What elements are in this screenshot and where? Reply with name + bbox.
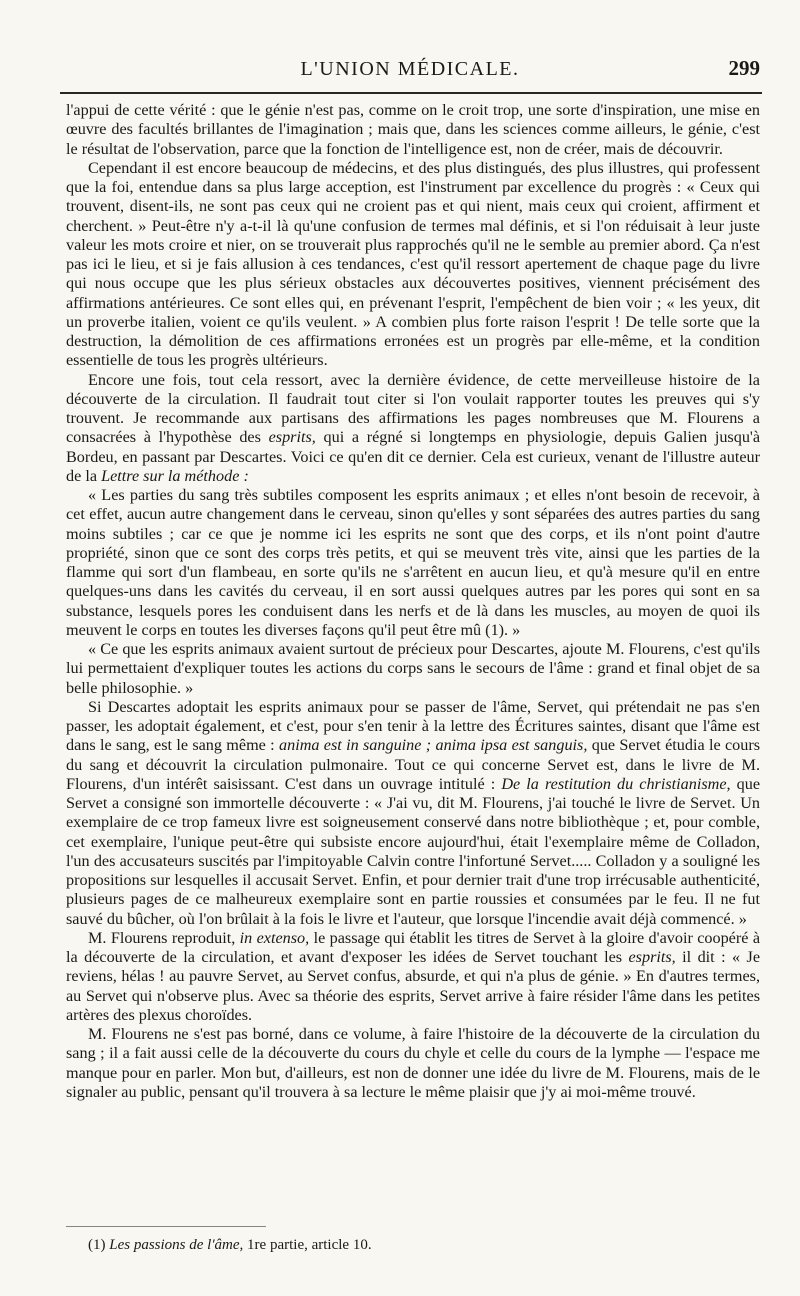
paragraph-7-text-c: il dit : « Je reviens, hélas ! au pauvre Servet, au Servet confus, absurde, et qui n'a plus de génie. » En d'autres termes, au Servet qui n'observe plus. Avec sa théorie des esprits, Servet arrive à faire résider l'âme dans les petites artères des plexus choroïdes. [66, 948, 760, 1024]
paragraph-6 [66, 698, 760, 929]
paragraph-7-text-b: le passage qui établit les titres de Servet à la gloire d'avoir coopéré à la découverte de la circulation, et avant d'exposer les idées de Servet touchant les [66, 928, 761, 966]
page-header [60, 52, 760, 86]
paragraph-6-text-a: Si Descartes adoptait les esprits animaux pour se passer de l'âme, Servet, qui prétendait ne pas s'en passer, les adoptait également, et c'est, pour s'en tenir à la lettre des Écritures saintes, disant que l'âme est dans le sang, est le sang même : [66, 697, 760, 755]
paragraph-7-italic-esprits: esprits, [628, 948, 676, 966]
paragraph-5-quote: « Ce que les esprits animaux avaient surtout de précieux pour Descartes, ajoute M. Flourens, c'est qu'ils lui permettaient d'expliquer toutes les actions du corps sans le secours de l'âme : grand et final objet de sa belle philosophie. » [66, 640, 760, 697]
footnote-rest: 1re partie, article 10. [247, 1237, 372, 1253]
paragraph-3-italic-esprits: esprits, [268, 428, 316, 447]
paragraph-6-italic-title: De la restitution du christianisme, [501, 774, 731, 793]
paragraph-7 [66, 929, 760, 1025]
article-body [66, 101, 760, 1102]
footnote-rule [66, 1226, 266, 1227]
paragraph-3 [66, 371, 760, 487]
header-rule [60, 92, 762, 94]
paragraph-8: M. Flourens ne s'est pas borné, dans ce volume, à faire l'histoire de la découverte de la circulation du sang ; il a fait aussi celle de la découverte du cours du chyle et celle du cours de la lymphe — l'espace me manque pour en parler. Mon but, d'ailleurs, est non de donner une idée du livre de M. Flourens, mais de le signaler au public, pensant qu'il trouvera à sa lecture le même plaisir que j'y ai moi-même trouvé. [66, 1025, 760, 1101]
footnote [88, 1236, 758, 1254]
paragraph-1: l'appui de cette vérité : que le génie n'est pas, comme on le croit trop, une sorte d'inspiration, une mise en œuvre des facultés brillantes de l'imagination ; mais que, dans les sciences comme ailleurs, le génie, c'est le résultat de l'observation, parce que la fonction de l'intelligence est, non de créer, mais de découvrir. [66, 101, 760, 158]
paragraph-3-text-a: Encore une fois, tout cela ressort, avec la dernière évidence, de cette merveilleuse histoire de la découverte de la circulation. Il faudrait tout citer si l'on voulait rapporter toutes les preuves qui s'y trouvent. Je recommande aux partisans des affirmations les pages nombreuses que M. Flourens a consacrées à l'hypothèse des [66, 370, 760, 447]
paragraph-3-text-b: qui a régné si longtemps en physiologie, depuis Galien jusqu'à Bordeu, en passant par Descartes. Voici ce qu'en dit ce dernier. Cela est curieux, venant de l'illustre auteur de la [66, 428, 761, 485]
footnote-marker: (1) [88, 1237, 106, 1253]
page-number: 299 [728, 56, 760, 80]
paragraph-6-text-b: que Servet étudia le cours du sang et découvrit la circulation pulmonaire. Tout ce qui concerne Servet est, dans le livre de M. Flourens, d'un intérêt saisissant. C'est dans un ouvrage intitulé : [66, 736, 761, 793]
paragraph-7-italic-extenso: in extenso, [239, 928, 310, 947]
paragraph-6-italic-latin: anima est in sanguine ; anima ipsa est sanguis, [279, 736, 588, 755]
paragraph-2: Cependant il est encore beaucoup de médecins, et des plus distingués, des plus illustres, qui professent que la foi, entendue dans sa plus large acception, est l'instrument par excellence du progrès : « Ceux qui trouvent, disent-ils, ne sont pas ceux qui ne croient pas et qui nient, mais ceux qui croient, affirment et cherchent. » Peut-être n'y a-t-il là qu'une confusion de termes mal définis, et si l'on réduisait à leur juste valeur les mots croire et nier, on se trouverait plus rapprochés qu'il ne le semble au premier abord. Ça n'est pas ici le lieu, et si je fais allusion à ces tendances, c'est qu'il ressort apertement de chaque page du livre qui nous occupe que les plus sérieux obstacles aux découvertes positives, viennent précisément des affirmations antérieures. Ce sont elles qui, en prévenant l'esprit, l'empêchent de bien voir ; « les yeux, dit un proverbe italien, voient ce qu'ils veulent. » A combien plus forte raison l'esprit ! De telle sorte que la destruction, la démolition de ces affirmations erronées est un progrès par elle-même, et la condition essentielle de tous les progrès ultérieurs. [66, 158, 760, 370]
paragraph-4-quote: « Les parties du sang très subtiles composent les esprits animaux ; et elles n'ont besoin de recevoir, à cet effet, aucun autre changement dans le cerveau, sinon qu'elles y sont séparées des autres parties du sang moins subtiles ; car ce que je nomme ici les esprits ne sont que des corps, et ils n'ont point d'autre propriété, sinon que ce sont des corps très petits, et qui se meuvent très vite, ainsi que les parties de la flamme qui sort d'un flambeau, en sorte qu'ils ne s'arrêtent en aucun lieu, et qu'à mesure qu'il en entre quelques-uns dans les cavités du cerveau, il en sort aussi quelques autres par les pores qui sont en sa substance, lesquels pores les conduisent dans les nerfs et de là dans les muscles, au moyen de quoi ils meuvent le corps en toutes les diverses façons qu'il peut être mû (1). » [66, 486, 760, 639]
paragraph-3-italic-title: Lettre sur la méthode : [101, 466, 249, 485]
paragraph-7-text-a: M. Flourens reproduit, [88, 928, 236, 947]
running-title: L'UNION MÉDICALE. [300, 58, 520, 80]
paragraph-6-text-c: que Servet a consigné son immortelle découverte : « J'ai vu, dit M. Flourens, j'ai touché le livre de Servet. Un exemplaire de ce trop fameux livre est soigneusement conservé dans notre bibliothèque ; et, pour comble, cet exemplaire, l'unique peut-être qui subsiste encore aujourd'hui, était l'exemplaire même de Colladon, l'un des accusateurs suscités par l'impitoyable Calvin contre l'infortuné Servet..... Colladon y a souligné les propositions sur lesquelles il accusait Servet. Enfin, et pour dernier trait d'une trop irrécusable authenticité, plusieurs pages de ce malheureux exemplaire sont en partie roussies et consumées par le feu. Il ne fut sauvé du bûcher, où l'on brûlait à la fois le livre et l'auteur, que lorsque l'incendie avait déjà commencé. » [66, 774, 761, 928]
footnote-title: Les passions de l'âme, [109, 1237, 244, 1253]
